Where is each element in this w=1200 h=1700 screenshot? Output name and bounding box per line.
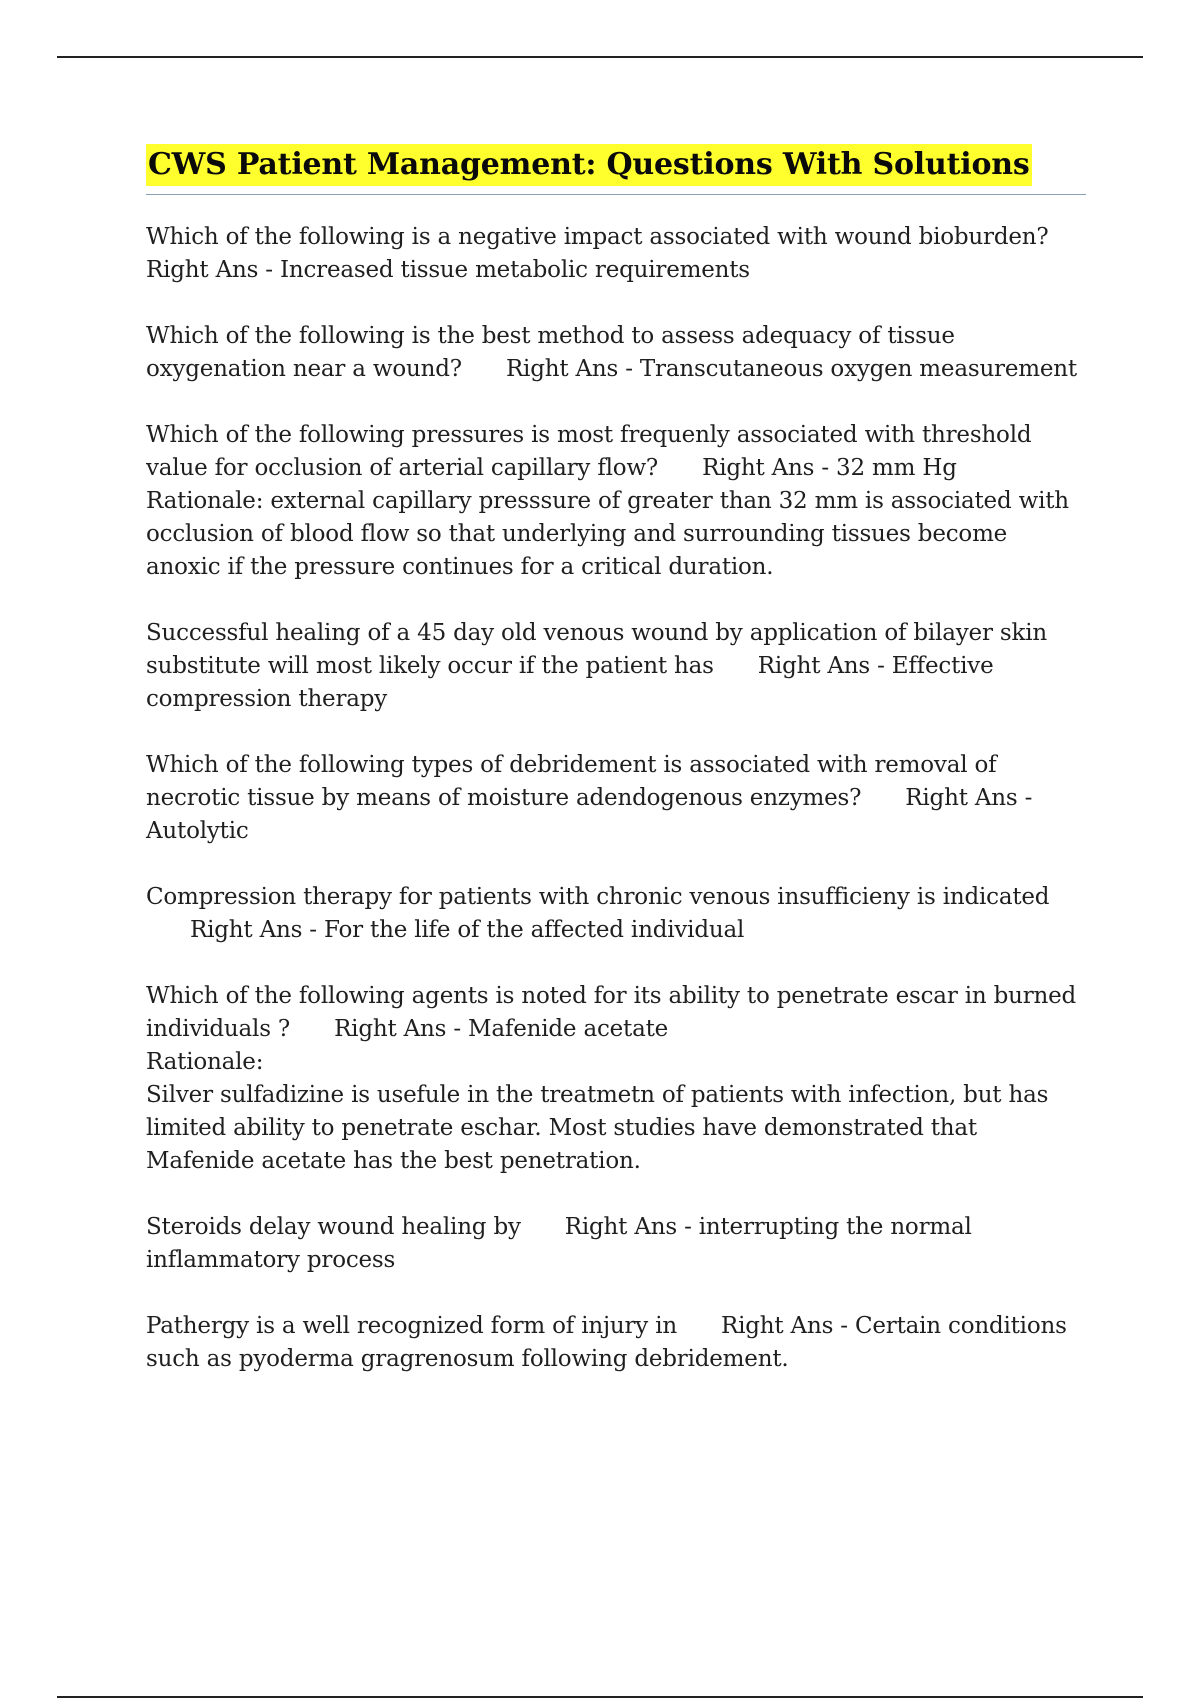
qa-item-9 bbox=[146, 1310, 1086, 1376]
qa-item-1 bbox=[146, 221, 1086, 287]
question-text: Steroids delay wound healing by bbox=[146, 1214, 521, 1240]
qa-item-3 bbox=[146, 419, 1086, 584]
question-text: Which of the following pressures is most frequenly associated with threshold value for occlusion of arterial capillary flow? bbox=[146, 422, 1032, 481]
qa-item-6 bbox=[146, 881, 1086, 947]
answer-text: Right Ans - For the life of the affected individual bbox=[190, 917, 745, 943]
qa-item-7 bbox=[146, 980, 1086, 1178]
title-block bbox=[146, 144, 1086, 195]
answer-text: Right Ans - Certain conditions such as pyoderma gragrenosum following debridement. bbox=[146, 1313, 1067, 1372]
answer-text: Right Ans - Effective compression therapy bbox=[146, 653, 994, 712]
question-text: Which of the following types of debridement is associated with removal of necrotic tissue by means of moisture adendogenous enzymes? bbox=[146, 752, 997, 811]
answer-text: Right Ans - Autolytic bbox=[146, 785, 1033, 844]
qa-item-8 bbox=[146, 1211, 1086, 1277]
answer-text: Right Ans - Transcutaneous oxygen measurement bbox=[505, 356, 1077, 382]
qa-item-4 bbox=[146, 617, 1086, 716]
document-title: CWS Patient Management: Questions With Solutions bbox=[146, 144, 1032, 186]
bottom-page-rule bbox=[57, 1696, 1143, 1698]
question-text: Which of the following is the best method to assess adequacy of tissue oxygenation near a wound? bbox=[146, 323, 955, 382]
answer-text: Right Ans - interrupting the normal inflammatory process bbox=[146, 1214, 972, 1273]
answer-text: Right Ans - Mafenide acetate bbox=[334, 1016, 669, 1042]
question-text: Which of the following agents is noted for its ability to penetrate escar in burned individuals ? bbox=[146, 983, 1077, 1042]
rationale-text: Rationale: external capillary presssure of greater than 32 mm is associated with occlusion of blood flow so that underlying and surrounding tissues become anoxic if the pressure continues for a critical duration. bbox=[146, 488, 1069, 580]
question-text: Compression therapy for patients with chronic venous insufficieny is indicated bbox=[146, 884, 1050, 910]
qa-item-5 bbox=[146, 749, 1086, 848]
document-body bbox=[146, 144, 1086, 1409]
answer-text: Right Ans - 32 mm Hg bbox=[702, 455, 957, 481]
top-page-rule bbox=[57, 56, 1143, 58]
question-text: Successful healing of a 45 day old venous wound by application of bilayer skin substitute will most likely occur if the patient has bbox=[146, 620, 1047, 679]
question-text: Pathergy is a well recognized form of injury in bbox=[146, 1313, 677, 1339]
question-text: Which of the following is a negative impact associated with wound bioburden? bbox=[146, 224, 1049, 250]
rationale-label: Rationale: bbox=[146, 1049, 264, 1075]
answer-text: Right Ans - Increased tissue metabolic requirements bbox=[146, 257, 750, 283]
rationale-text: Silver sulfadizine is usefule in the treatmetn of patients with infection, but has limited ability to penetrate eschar. Most studies have demonstrated that Mafenide acetate has the best penetration. bbox=[146, 1082, 1049, 1174]
qa-item-2 bbox=[146, 320, 1086, 386]
